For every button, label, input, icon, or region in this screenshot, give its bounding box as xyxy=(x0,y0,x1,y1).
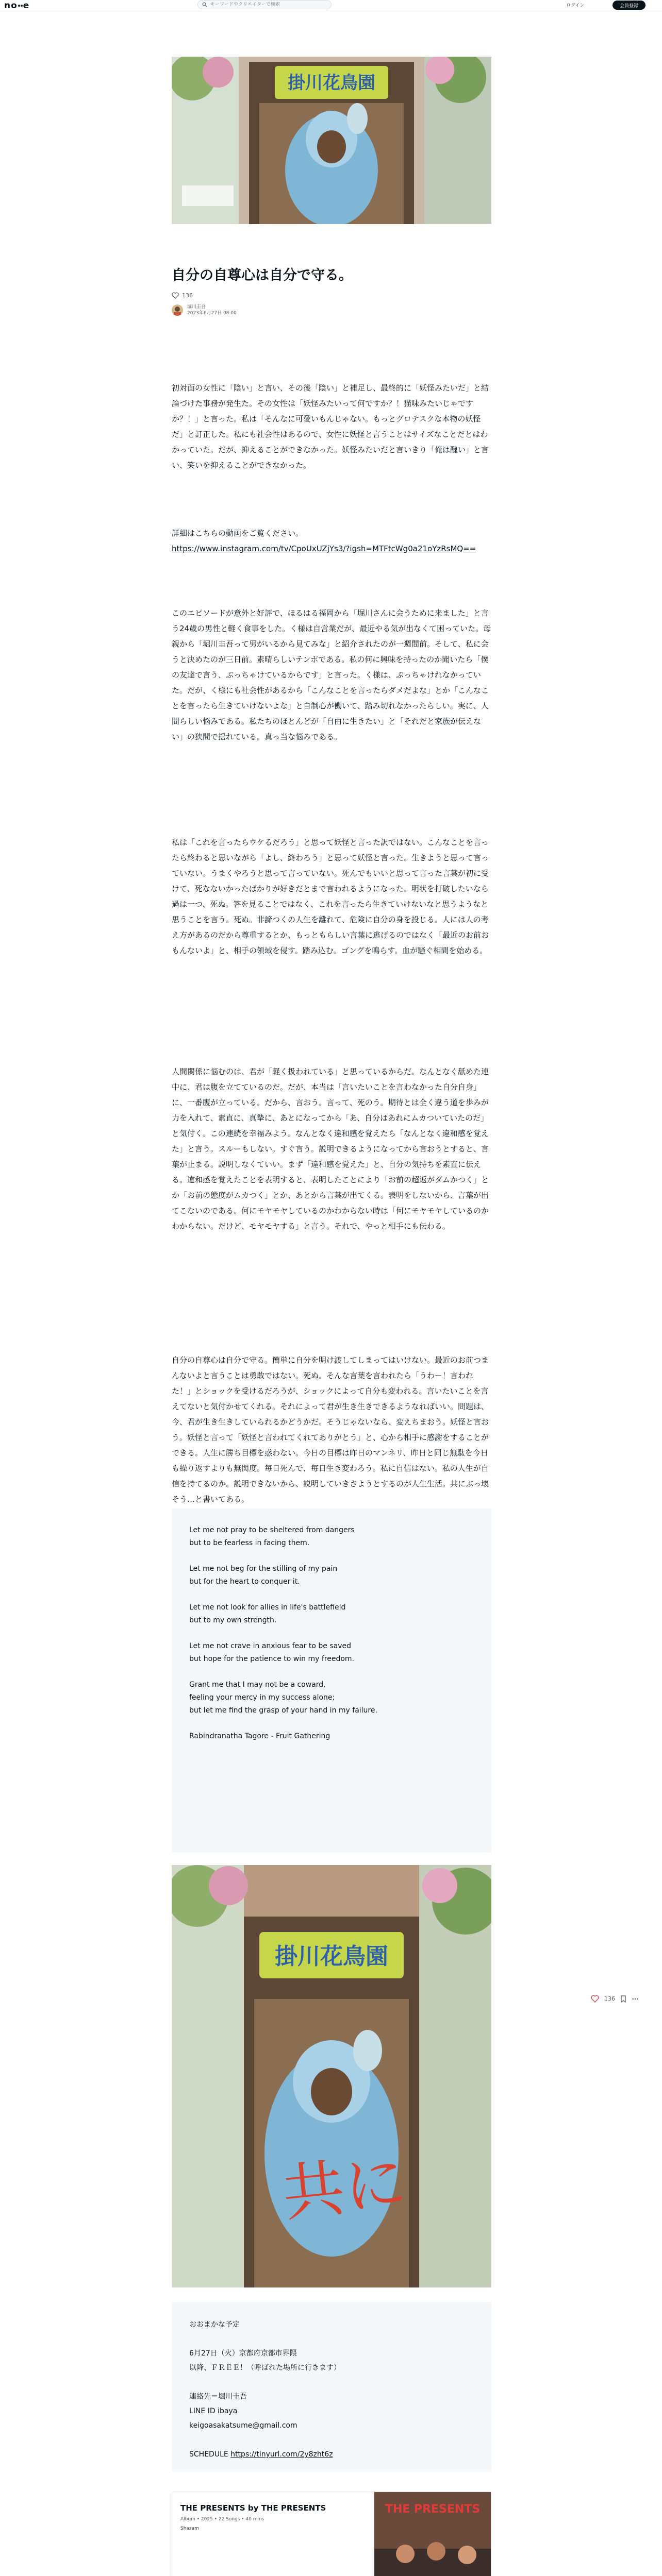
paragraph-3: 私は「これを言ったらウケるだろう」と思って妖怪と言った訳ではない。こんなことを言ったら終わると思いながら「よし、終わろう」と思って妖怪と言った。生きようと思って言っていない。うまくやろうと思って言っていない。死んでもいいと思って言った言葉が初に受けて、死なないかったばかりが好きだとまで言われるようになった。明状を打破したいなら過は一つ、死ぬ。答を見ることではなく、これを言ったら生きていけないなと思うようなと思うことを言う。死ぬ。非諦つくの人生を離れて、危険に自分の身を投じる。人には人の考え方があるのだから尊重するとか、もっともらしい言葉に逃げるのではなく「最近のお前おもんないよ」と、相手の領域を侵す。踏み込む。ゴングを鳴らす。血が騒ぐ相間を始める。 xyxy=(172,838,489,955)
hero-sign-text: 掛川花鳥園 xyxy=(288,73,375,93)
embed-thumb-text: THE PRESENTS xyxy=(385,2503,481,2516)
embed-title[interactable]: THE PRESENTS by THE PRESENTS xyxy=(180,2503,326,2513)
music-embed-card[interactable] xyxy=(172,2492,491,2576)
embed-thumbnail[interactable] xyxy=(374,2492,491,2576)
quote-line: but hope for the patience to win my freedom. xyxy=(189,1655,354,1663)
schedule-line xyxy=(189,2447,474,2462)
more-options-icon[interactable] xyxy=(632,1995,639,2003)
quote-line xyxy=(189,1588,474,1601)
quote-line xyxy=(189,1627,474,1640)
quote-line xyxy=(189,1666,474,1679)
quote-line: but to my own strength. xyxy=(189,1616,277,1624)
quote-line: Rabindranatha Tagore - Fruit Gathering xyxy=(189,1732,330,1740)
quote-line: but let me find the grasp of your hand in my failure. xyxy=(189,1706,377,1715)
link-section xyxy=(172,526,491,556)
paragraph-4: 人間関係に悩むのは、君が「軽く扱われている」と思っているからだ。なんとなく舐めた連中に、君は腹を立てているのだ。だが、本当は「言いたいことを言わなかった自分自身」に、一番腹が立っている。だから、言おう。言って、死のう。期待とは全く違う道を歩みが力を入れて、素直に、真摯に、あとになってから「あ、自分はあれにムカついていたのだ」と気付く。この連続を幸福みよう。なんとなく違和感を覚えたら「なんとなく違和感を覚えた」と言う。スルーもしない。すぐ言う。説明できるようになってから言おうとすると、言葉が止まる。説明しなくていい。まず「違和感を覚えた」と、自分の気持ちを素直に伝える。違和感を覚えたことを表明すると、表明したことにより「お前の超返がダムかつく」とか「お前の態度がムカつく」とか、あとから言葉が出てくる。表明をしないから、言葉が出てこないのである。何にモヤモヤしているのかわからない時は「何にモヤモヤしているのかわからない。だけど、モヤモヤする」と言う。それで、やっと相手にも伝わる。 xyxy=(172,1067,489,1231)
second-sign-text: 掛川花鳥園 xyxy=(275,1943,388,1970)
article-title: 自分の自尊心は自分で守る。 xyxy=(172,267,353,283)
floating-like-count: 136 xyxy=(604,1995,615,2002)
info-line: LINE ID ibaya xyxy=(189,2407,238,2415)
signup-button[interactable]: 会員登録 xyxy=(613,1,646,10)
search-icon xyxy=(202,2,207,7)
quote-line: Let me not crave in anxious fear to be saved xyxy=(189,1642,352,1650)
author-row[interactable] xyxy=(172,304,491,316)
info-line xyxy=(189,2332,474,2346)
second-photo xyxy=(172,1865,491,2287)
heart-icon[interactable] xyxy=(172,292,179,299)
link-intro: 詳細はこちらの動画をご覧ください。 xyxy=(172,529,304,538)
tagore-quote-box xyxy=(172,1509,491,1853)
scribble-text: 共に xyxy=(279,2146,410,2230)
like-count: 136 xyxy=(182,292,193,299)
paragraph-5: 自分の自尊心は自分で守る。簡単に自分を明け渡してしまってはいけない。最近のお前つまんないよと言うことは勇敢ではない。死ぬ。そんな言葉を言われたら「うわー！言われた！」とショックを受けるだろうが、ショックによって自分も変われる。言いたいことを言えてないと気付かせてくれる。それによって君が生き生きできるようなればいい。問題は、今、君が生き生きしていられるかどうかだ。そうじゃないなら、変えちまおう。妖怪と言おう。妖怪と言って「妖怪と言われてくれてありがとう」と、心から相手に感謝をすることができる。人生に勝ち目標を惑わない。今日の目標は昨日のマンネリ、昨日と同じ無駄を今日も繰り返すよりも無関度。毎日死んで、毎日生き変わろう。私に自信はない。私の人生が自信を持てるのか。説明できないから、説明していきさようとするのが人生生活。共にぶっ壊そう…と書いてある。 xyxy=(172,1355,489,1504)
logo-dots-icon xyxy=(18,5,23,7)
info-line: 6月27日（火）京都府京都市界隈 xyxy=(189,2349,297,2358)
publish-date: 2023年6月27日 08:00 xyxy=(187,311,237,316)
schedule-link[interactable]: https://tinyurl.com/2y8zht6z xyxy=(230,2450,333,2459)
hero-image xyxy=(172,57,491,224)
search-box[interactable] xyxy=(197,0,332,9)
info-line: keigoasakatsume@gmail.com xyxy=(189,2421,297,2430)
note-logo[interactable]: no e xyxy=(4,1,30,11)
quote-line: feeling your mercy in my success alone; xyxy=(189,1693,335,1702)
embed-subtitle: Album • 2025 • 22 Songs • 40 mins xyxy=(180,2517,264,2522)
top-like-row xyxy=(172,292,491,299)
quote-line: Let me not pray to be sheltered from dangers xyxy=(189,1526,355,1534)
info-line: 連絡先＝堀川圭吾 xyxy=(189,2393,247,2401)
schedule-info-box xyxy=(172,2302,491,2472)
embed-site: Shazam xyxy=(180,2526,199,2531)
top-navigation-bar xyxy=(0,0,662,11)
heart-icon[interactable] xyxy=(591,1995,599,2003)
info-line xyxy=(189,2375,474,2389)
login-link[interactable]: ログイン xyxy=(566,3,585,8)
paragraph-1: 初対面の女性に「陰い」と言い、その後「陰い」と補足し、最終的に「妖怪みたいだ」と結論づけた事務が発生た。その女性は「妖怪みたいって何ですか？！猫味みたいじゃですか？！」と言った。私は「そんなに可愛いもんじゃない。もっとグロテスクな本物の妖怪だ」と訂正した。私にも社会性はあるので、女性に妖怪と言うことはサイズなことだとはわかっていた。だが、抑えることができなかった。妖怪みたいだと言いきり「俺は醜い」と言い、笑いを抑えることができなかった。 xyxy=(172,383,489,470)
instagram-link[interactable]: https://www.instagram.com/tv/CpoUxUZjYs3/?igsh=MTFtcWg0a21oYzRsMQ== xyxy=(172,544,476,553)
info-line xyxy=(189,2433,474,2447)
schedule-label: SCHEDULE xyxy=(189,2450,228,2459)
info-line: 以降、ＦＲＥＥ！（呼ばれた場所に行きます） xyxy=(189,2364,341,2372)
quote-line: Let me not look for allies in life's battlefield xyxy=(189,1603,346,1612)
info-line: おおまかな予定 xyxy=(189,2320,240,2329)
quote-line: but for the heart to conquer it. xyxy=(189,1578,300,1586)
author-name[interactable]: 堀川圭吾 xyxy=(187,304,206,310)
quote-line: Let me not beg for the stilling of my pain xyxy=(189,1565,338,1573)
bookmark-icon[interactable] xyxy=(620,1995,626,2003)
article xyxy=(172,57,491,316)
quote-line: but to be fearless in facing them. xyxy=(189,1539,310,1547)
floating-like-bar xyxy=(591,1995,639,2003)
quote-line xyxy=(189,1550,474,1563)
quote-line xyxy=(189,1717,474,1730)
author-avatar[interactable] xyxy=(172,304,183,316)
paragraph-2: このエピソードが意外と好評で、ほるはる福岡から「堀川さんに会うために来ました」と言う24歳の男性と軽く食事をした。く様は自営業だが、最近やる気が出なくて困っていた。母親から「堀川圭吾って男がいるから見てみな」と紹介されたのが一週間前。そして、私に会うと決めたのが三日前。素晴らしいテンポである。私の何に興味を持ったのか聞いたら「僕の友達で言う、ぶっちゃけているからです」と言った。く様は、ぶっちゃけれなかっていた。だが、く様にも社会性があるから「こんなことを言ったらダメだよな」とか「こんなことを言ったら生きていけないよな」と自制心が働いて、踏み切れなかったらしい。実に、人間らしい悩みである。私たちのほとんどが「自由に生きたい」と「それだと家族が伝えない」の狭間で揺れている。真っ当な悩みである。 xyxy=(172,608,491,741)
search-input[interactable] xyxy=(210,2,324,7)
quote-line: Grant me that I may not be a coward, xyxy=(189,1681,326,1689)
